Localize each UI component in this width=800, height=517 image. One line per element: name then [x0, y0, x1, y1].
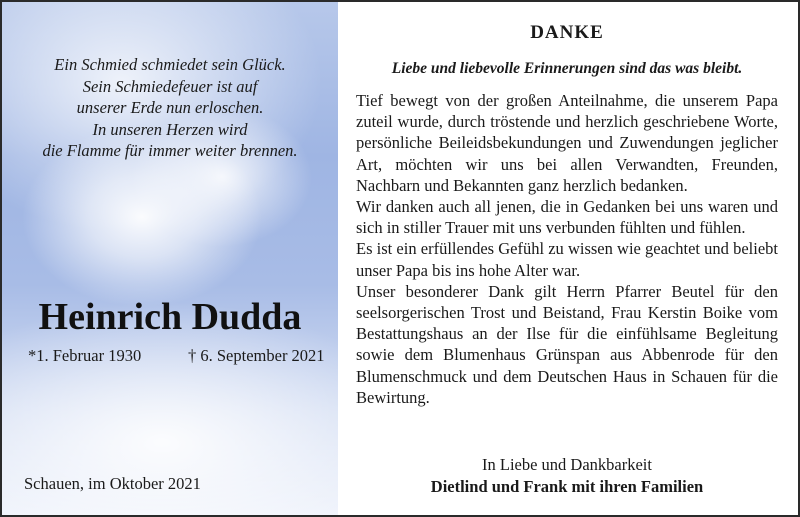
place-and-date: Schauen, im Oktober 2021 [24, 474, 201, 493]
poem-line: die Flamme für immer weiter brennen. [42, 141, 298, 160]
poem-line: Ein Schmied schmiedet sein Glück. [54, 55, 286, 74]
paragraph: Wir danken auch all jenen, die in Gedanken bei uns waren und sich in stiller Trauer mit uns verbunden fühlten und fühlen. [356, 197, 778, 238]
memorial-poem [2, 54, 338, 162]
motto: Liebe und liebevolle Erinnerungen sind das was bleibt. [391, 60, 743, 77]
poem-line: unserer Erde nun erloschen. [76, 98, 264, 117]
thank-you-panel [352, 2, 782, 515]
thank-you-heading: DANKE [530, 22, 604, 43]
deceased-name: Heinrich Dudda [38, 296, 302, 338]
poem-line: In unseren Herzen wird [92, 119, 248, 139]
closing-line: In Liebe und Dankbarkeit [482, 455, 652, 474]
paragraph: Es ist ein erfüllendes Gefühl zu wissen wie geachtet und beliebt unser Papa bis ins hohe Alter war. [356, 239, 778, 280]
paragraph: Tief bewegt von der großen Anteilnahme, die unserem Papa zuteil wurde, durch tröstende und herzlich geschriebene Worte, persönliche Beileidsbekundungen und Zuwendungen jeglicher Art, möchten wir uns bei allen Verwandten, Freunden, Nachbarn und Bekannten ganz herzlich bedanken. [356, 91, 778, 195]
sky-cloud-panel [2, 2, 338, 515]
paragraph: Unser besonderer Dank gilt Herrn Pfarrer Beutel für den seelsorgerischen Trost und Beistand, Frau Kerstin Boike vom Bestattungshaus an der Ilse für die einfühlsame Begleitung sowie dem Blumenhaus Grünspan aus Abbenrode für den Blumenschmuck und dem Deutschen Haus in Schauen für die Bewirtung. [356, 281, 778, 407]
thank-you-text [356, 90, 778, 408]
birth-date: *1. Februar 1930 [28, 346, 142, 365]
closing-signature [352, 454, 782, 498]
signers: Dietlind und Frank mit ihren Familien [430, 477, 704, 496]
poem-line: Sein Schmiedefeuer ist auf [82, 76, 258, 96]
death-date: † 6. September 2021 [188, 346, 325, 365]
